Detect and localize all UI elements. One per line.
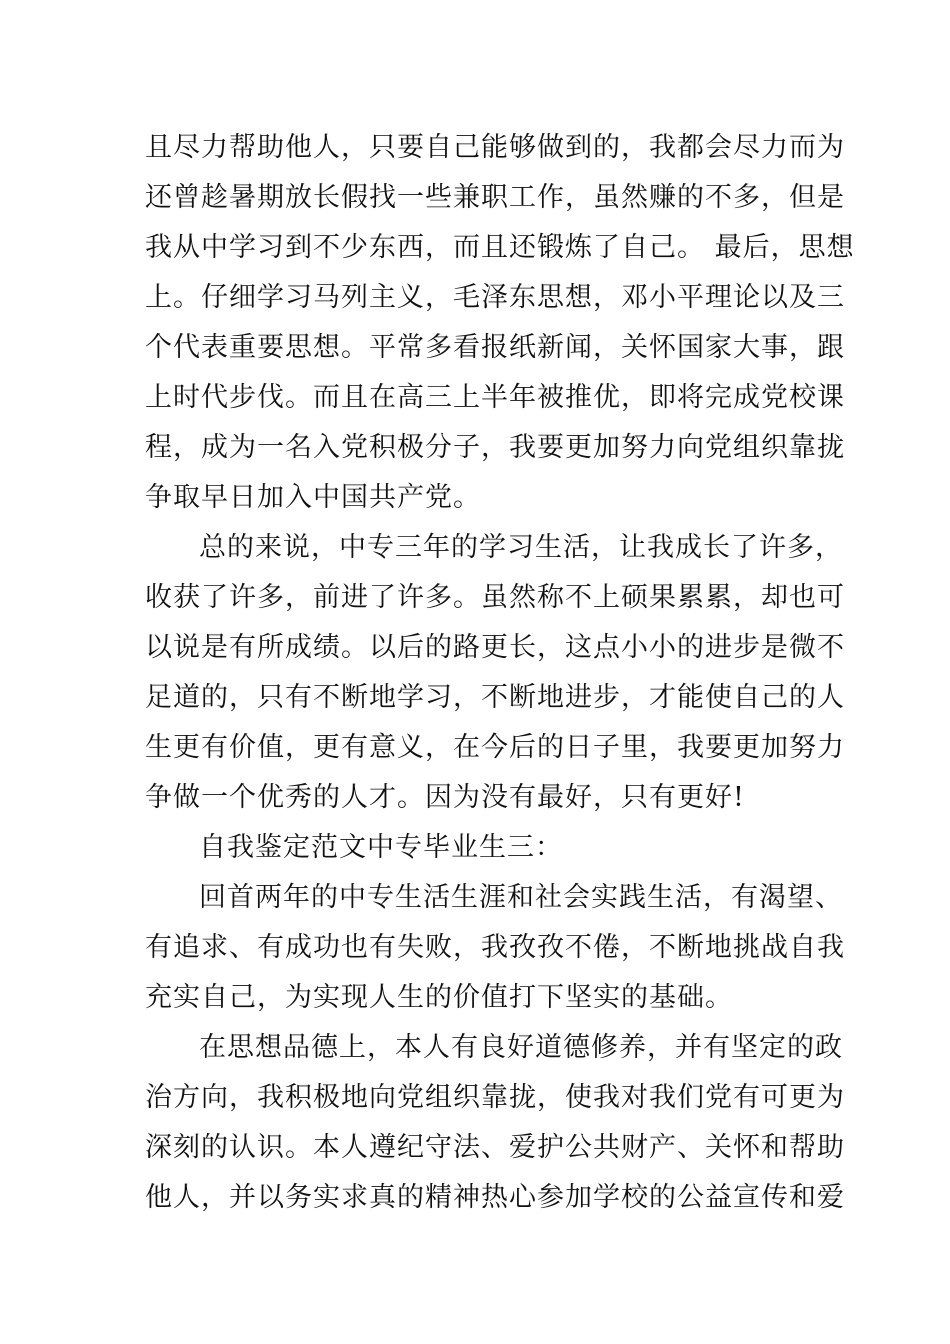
text-line: 充实自己，为实现人生的价值打下坚实的基础。 — [145, 982, 733, 1013]
text-line: 足道的，只有不断地学习，不断地进步，才能使自己的人 — [145, 682, 845, 713]
text-line: 还曾趁暑期放长假找一些兼职工作，虽然赚的不多，但是 — [145, 182, 845, 213]
section-heading: 自我鉴定范文中专毕业生三： — [199, 832, 563, 863]
text-line: 上时代步伐。而且在高三上半年被推优，即将完成党校课 — [145, 382, 845, 413]
text-line: 以说是有所成绩。以后的路更长，这点小小的进步是微不 — [145, 632, 845, 663]
text-line: 有追求、有成功也有失败，我孜孜不倦，不断地挑战自我 — [145, 932, 845, 963]
text-line: 争做一个优秀的人才。因为没有最好，只有更好! — [145, 782, 745, 813]
text-line: 深刻的认识。本人遵纪守法、爱护公共财产、关怀和帮助 — [145, 1132, 845, 1163]
paragraph-start-line: 回首两年的中专生活生涯和社会实践生活，有渴望、 — [199, 882, 843, 913]
text-line: 收获了许多，前进了许多。虽然称不上硕果累累，却也可 — [145, 582, 845, 613]
text-line: 上。仔细学习马列主义，毛泽东思想，邓小平理论以及三 — [145, 282, 845, 313]
text-line: 治方向，我积极地向党组织靠拢，使我对我们党有可更为 — [145, 1082, 845, 1113]
text-line: 生更有价值，更有意义，在今后的日子里，我要更加努力 — [145, 732, 845, 763]
text-line: 他人，并以务实求真的精神热心参加学校的公益宣传和爱 — [145, 1182, 845, 1213]
paragraph-start-line: 在思想品德上，本人有良好道德修养，并有坚定的政 — [199, 1032, 843, 1063]
text-line: 个代表重要思想。平常多看报纸新闻，关怀国家大事，跟 — [145, 332, 845, 363]
text-line: 且尽力帮助他人，只要自己能够做到的，我都会尽力而为 — [145, 132, 845, 163]
text-line: 争取早日加入中国共产党。 — [145, 482, 481, 513]
text-line: 我从中学习到不少东西，而且还锻炼了自己。 最后，思想 — [145, 232, 855, 263]
text-line: 程，成为一名入党积极分子，我要更加努力向党组织靠拢 — [145, 432, 845, 463]
paragraph-start-line: 总的来说，中专三年的学习生活，让我成长了许多， — [199, 532, 843, 563]
